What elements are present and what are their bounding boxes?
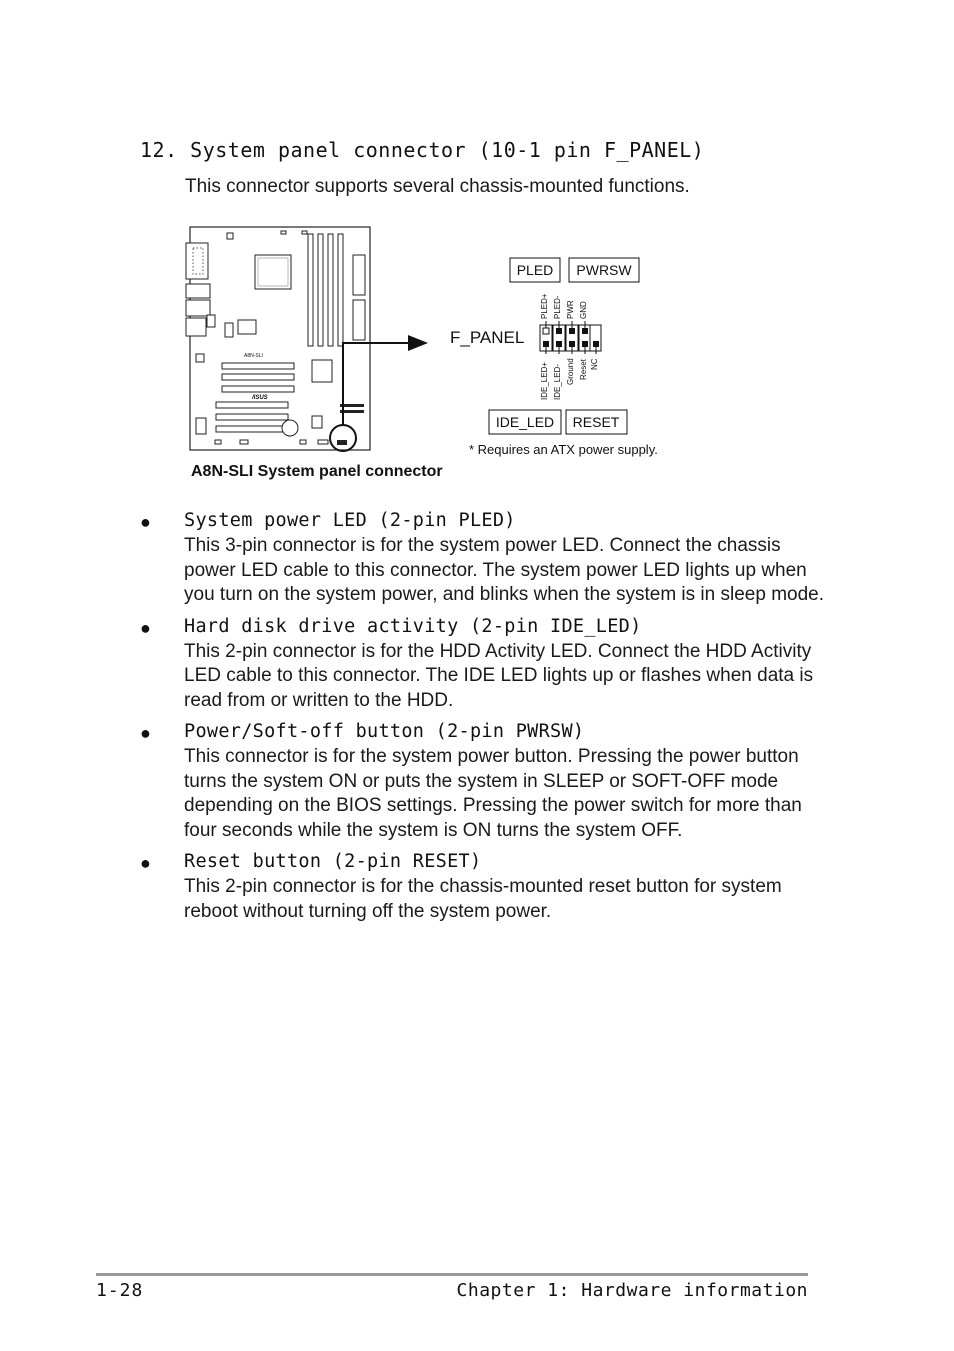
pcie-slot (222, 363, 294, 369)
bullet-body: This 2-pin connector is for the HDD Activity LED. Connect the HDD Activity LED cable to this connector. The IDE LED lights up or flashes when data is read from or written to the HDD. (184, 640, 814, 711)
reset-group-label: RESET (572, 414, 620, 430)
pin-header (540, 321, 601, 354)
bullet-list (140, 508, 824, 930)
section-intro: This connector supports several chassis-mounted functions. (185, 176, 690, 197)
pcie-slot (222, 374, 294, 380)
footnote: * Requires an ATX power supply. (469, 442, 658, 457)
pin-label: NC (590, 358, 599, 370)
pin-label: PLED+ (540, 293, 549, 319)
board-model-label: A8N-SLI (244, 353, 263, 359)
section-heading: 12. System panel connector (10-1 pin F_PANEL) (140, 138, 705, 162)
pin-label: IDE_LED+ (540, 361, 549, 400)
bullet-title: Power/Soft-off button (2-pin PWRSW) (184, 721, 585, 742)
figure-caption: A8N-SLI System panel connector (191, 463, 443, 480)
pci-slot (216, 402, 288, 408)
f-panel-label: F_PANEL (450, 328, 525, 347)
brand-logo: /ISUS (252, 395, 268, 401)
cpu-socket (255, 255, 291, 289)
pci-slot (216, 426, 288, 432)
pin-label: PWR (566, 300, 575, 319)
bullet-title: Hard disk drive activity (2-pin IDE_LED) (184, 615, 642, 637)
chapter-title: Chapter 1: Hardware information (456, 1280, 808, 1301)
page-number: 1-28 (96, 1280, 144, 1301)
footer-rule (96, 1273, 808, 1276)
pin-label: GND (579, 301, 588, 319)
f-panel-header-location (337, 440, 347, 445)
bullet-item-reset (140, 849, 820, 924)
pled-group-label: PLED (516, 262, 554, 278)
bullet-title: System power LED (2-pin PLED) (184, 510, 516, 531)
bullet-body: This connector is for the system power button. Pressing the power button turns the system ON or puts the system in SLEEP or SOFT-OFF mode depending on the BIOS settings. Pressing the power switch for more than four seconds while the system is ON turns the system OFF. (184, 746, 802, 841)
ide-led-group-label: IDE_LED (495, 414, 555, 430)
dimm-slot (328, 234, 333, 346)
bullet-icon: ● (140, 512, 151, 532)
pwrsw-group-label: PWRSW (576, 262, 632, 278)
chipset (312, 360, 332, 382)
bullet-item-pwrsw (140, 719, 820, 843)
panel-connector-figure (0, 0, 954, 500)
dimm-slot (308, 234, 313, 346)
arrow-icon (408, 335, 428, 351)
bullet-body: This 2-pin connector is for the chassis-mounted reset button for system reboot without turning off the system power. (184, 876, 782, 922)
bullet-item-pled (140, 508, 824, 608)
bullet-icon: ● (140, 853, 151, 873)
bullet-icon: ● (140, 617, 151, 638)
atx-power-connector (353, 255, 365, 295)
dimm-slot (338, 234, 343, 346)
pin-label: Reset (579, 359, 588, 380)
pin-label: PLED- (553, 295, 562, 319)
bullet-title: Reset button (2-pin RESET) (184, 851, 482, 872)
pin-label: IDE_LED- (553, 363, 562, 400)
pcie-slot (222, 386, 294, 392)
bullet-body: This 3-pin connector is for the system power LED. Connect the chassis power LED cable to this connector. The system power LED lights up when you turn on the system power, and blinks when the system is in sleep mode. (184, 535, 824, 605)
battery (282, 420, 298, 436)
pci-slot (216, 414, 288, 420)
bullet-item-ide-led (140, 614, 820, 714)
bullet-icon: ● (140, 723, 151, 743)
pin-label: Ground (566, 358, 575, 385)
motherboard-diagram (0, 0, 954, 500)
dimm-slot (318, 234, 323, 346)
